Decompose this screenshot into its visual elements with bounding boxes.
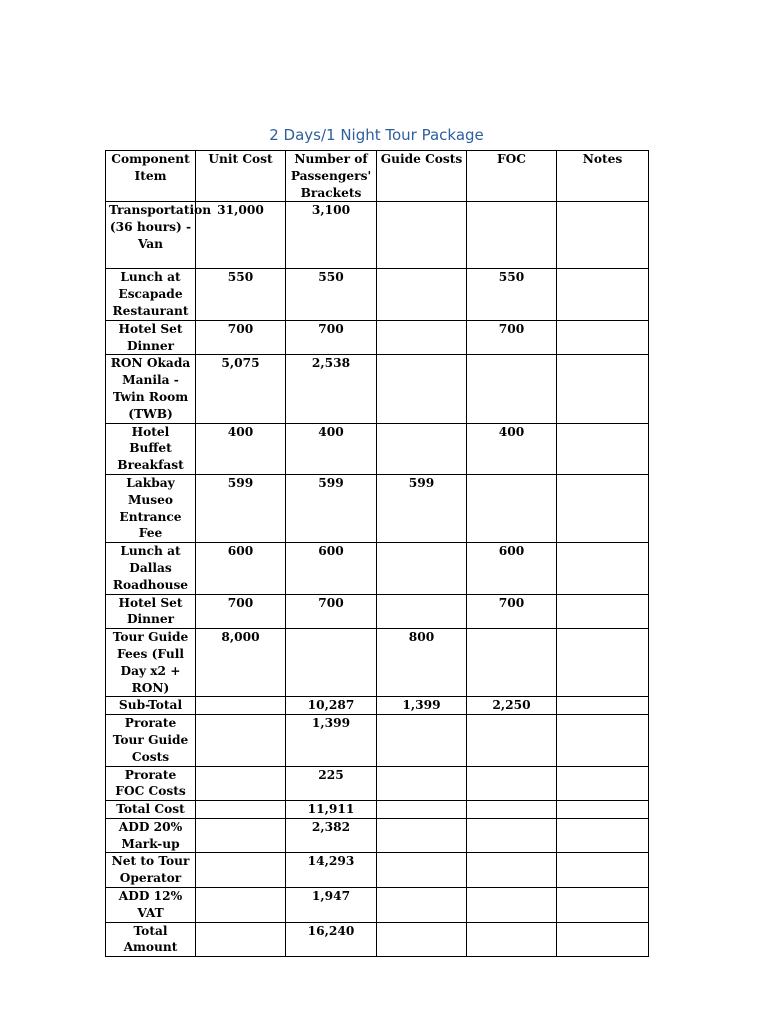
cell-foc: 600: [467, 543, 557, 594]
cell-notes: [557, 818, 649, 853]
cell-guide-costs: 599: [377, 474, 467, 542]
cell-passengers: 700: [286, 320, 377, 355]
cell-guide-costs: [377, 888, 467, 923]
cell-notes: [557, 543, 649, 594]
cell-foc: [467, 766, 557, 801]
cell-item: Total Cost: [106, 801, 196, 819]
cell-foc: 400: [467, 423, 557, 474]
cell-passengers: 1,947: [286, 888, 377, 923]
cell-unit-cost: [196, 888, 286, 923]
cell-unit-cost: [196, 801, 286, 819]
table-row: [106, 320, 649, 355]
cell-notes: [557, 801, 649, 819]
cell-foc: [467, 355, 557, 423]
cell-foc: [467, 629, 557, 697]
tour-cost-table: [105, 150, 649, 957]
cell-passengers: 10,287: [286, 697, 377, 715]
header-unit-cost: Unit Cost: [196, 151, 286, 202]
cell-guide-costs: [377, 853, 467, 888]
cell-item: Hotel Set Dinner: [106, 320, 196, 355]
table-row: [106, 423, 649, 474]
cell-unit-cost: [196, 922, 286, 957]
cell-unit-cost: [196, 715, 286, 766]
header-notes: Notes: [557, 151, 649, 202]
cell-item: Sub-Total: [106, 697, 196, 715]
cell-guide-costs: 800: [377, 629, 467, 697]
cell-foc: [467, 715, 557, 766]
cell-item: ADD 20% Mark-up: [106, 818, 196, 853]
cell-unit-cost: [196, 697, 286, 715]
cell-passengers: 225: [286, 766, 377, 801]
table-row: [106, 853, 649, 888]
cell-unit-cost: 5,075: [196, 355, 286, 423]
cell-guide-costs: [377, 320, 467, 355]
header-foc: FOC: [467, 151, 557, 202]
cell-unit-cost: 700: [196, 320, 286, 355]
cell-unit-cost: 400: [196, 423, 286, 474]
cell-item: Net to Tour Operator: [106, 853, 196, 888]
table-row: [106, 697, 649, 715]
cell-guide-costs: [377, 818, 467, 853]
table-row: [106, 355, 649, 423]
table-row: [106, 269, 649, 320]
cell-unit-cost: 550: [196, 269, 286, 320]
table-row: [106, 801, 649, 819]
cell-guide-costs: [377, 801, 467, 819]
cell-passengers: 2,538: [286, 355, 377, 423]
cell-foc: [467, 853, 557, 888]
cell-guide-costs: [377, 922, 467, 957]
header-passengers-brackets: Number of Passengers' Brackets: [286, 151, 377, 202]
cell-notes: [557, 888, 649, 923]
table-row: [106, 766, 649, 801]
cell-passengers: 11,911: [286, 801, 377, 819]
cell-foc: [467, 801, 557, 819]
cell-unit-cost: [196, 818, 286, 853]
table-header-row: [106, 151, 649, 202]
cell-guide-costs: [377, 766, 467, 801]
page-title: 2 Days/1 Night Tour Package: [269, 126, 484, 144]
cell-item: Lunch at Dallas Roadhouse: [106, 543, 196, 594]
table-row: [106, 202, 649, 269]
cell-passengers: 1,399: [286, 715, 377, 766]
cell-guide-costs: 1,399: [377, 697, 467, 715]
cell-notes: [557, 355, 649, 423]
cell-passengers: 3,100: [286, 202, 377, 269]
cell-item: Prorate Tour Guide Costs: [106, 715, 196, 766]
table-row: [106, 629, 649, 697]
cell-item: Tour Guide Fees (Full Day x2 + RON): [106, 629, 196, 697]
table-row: [106, 888, 649, 923]
cell-passengers: 600: [286, 543, 377, 594]
cell-notes: [557, 202, 649, 269]
table-row: [106, 474, 649, 542]
table-row: [106, 594, 649, 629]
cell-item: Hotel Buffet Breakfast: [106, 423, 196, 474]
cell-guide-costs: [377, 269, 467, 320]
cell-foc: [467, 818, 557, 853]
cell-guide-costs: [377, 423, 467, 474]
cell-notes: [557, 594, 649, 629]
cell-guide-costs: [377, 715, 467, 766]
cell-foc: [467, 922, 557, 957]
cell-unit-cost: 700: [196, 594, 286, 629]
cell-notes: [557, 269, 649, 320]
cell-item: Lakbay Museo Entrance Fee: [106, 474, 196, 542]
cell-notes: [557, 629, 649, 697]
header-component-item: Component Item: [106, 151, 196, 202]
cell-passengers: 16,240: [286, 922, 377, 957]
cell-passengers: 599: [286, 474, 377, 542]
cell-notes: [557, 474, 649, 542]
cell-passengers: 550: [286, 269, 377, 320]
cell-item: Transportation (36 hours) - Van: [106, 202, 196, 269]
header-guide-costs: Guide Costs: [377, 151, 467, 202]
cell-unit-cost: [196, 766, 286, 801]
cell-item: Prorate FOC Costs: [106, 766, 196, 801]
cell-notes: [557, 715, 649, 766]
table-row: [106, 715, 649, 766]
cell-notes: [557, 922, 649, 957]
cell-guide-costs: [377, 543, 467, 594]
cell-item: Total Amount: [106, 922, 196, 957]
table-row: [106, 922, 649, 957]
cell-notes: [557, 697, 649, 715]
cell-unit-cost: 600: [196, 543, 286, 594]
cell-guide-costs: [377, 202, 467, 269]
cell-passengers: 14,293: [286, 853, 377, 888]
cell-foc: 550: [467, 269, 557, 320]
cell-item: Hotel Set Dinner: [106, 594, 196, 629]
cell-passengers: 400: [286, 423, 377, 474]
cell-notes: [557, 766, 649, 801]
cell-item: RON Okada Manila - Twin Room (TWB): [106, 355, 196, 423]
cell-item: Lunch at Escapade Restaurant: [106, 269, 196, 320]
cell-foc: 700: [467, 320, 557, 355]
cell-foc: [467, 888, 557, 923]
cell-unit-cost: 31,000: [196, 202, 286, 269]
table-row: [106, 543, 649, 594]
cell-passengers: 2,382: [286, 818, 377, 853]
cell-notes: [557, 423, 649, 474]
cell-unit-cost: [196, 853, 286, 888]
cell-foc: 2,250: [467, 697, 557, 715]
cell-notes: [557, 320, 649, 355]
cell-unit-cost: 599: [196, 474, 286, 542]
cell-item: ADD 12% VAT: [106, 888, 196, 923]
cell-foc: 700: [467, 594, 557, 629]
cell-unit-cost: 8,000: [196, 629, 286, 697]
cell-foc: [467, 202, 557, 269]
table-row: [106, 818, 649, 853]
cell-notes: [557, 853, 649, 888]
cell-passengers: 700: [286, 594, 377, 629]
cell-guide-costs: [377, 594, 467, 629]
cell-foc: [467, 474, 557, 542]
cell-passengers: [286, 629, 377, 697]
cell-guide-costs: [377, 355, 467, 423]
